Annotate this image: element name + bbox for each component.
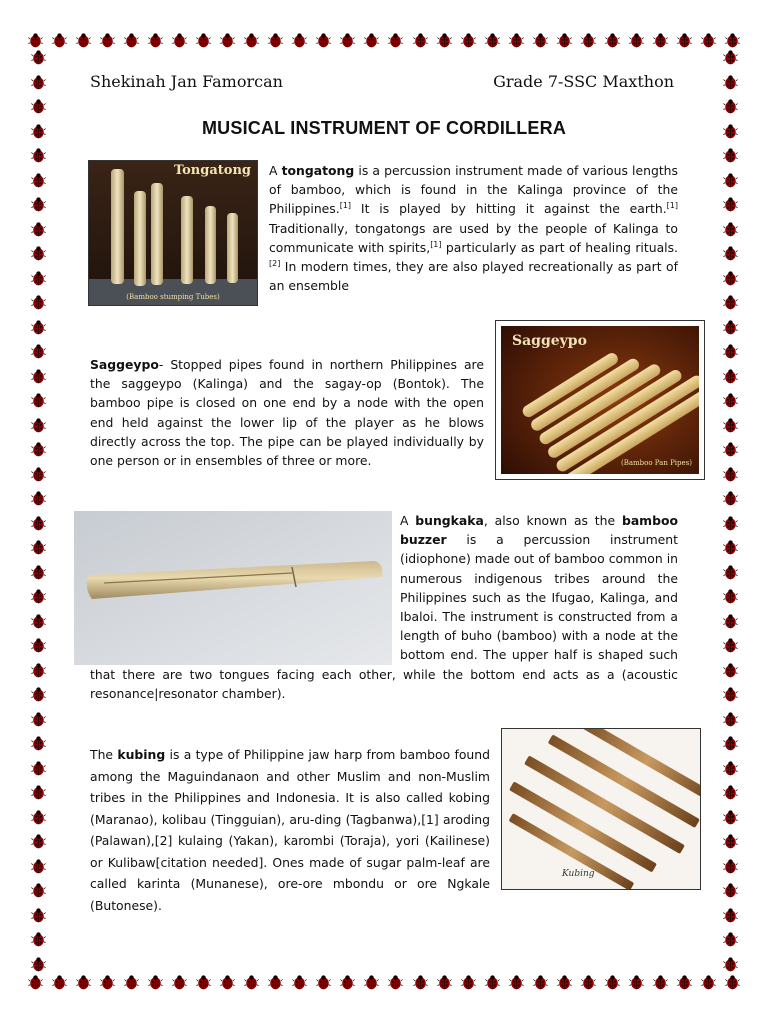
ladybug-icon [413, 975, 428, 990]
ladybug-icon [723, 148, 738, 163]
ladybug-icon [725, 975, 740, 990]
ladybug-icon [31, 957, 46, 972]
ladybug-icon [31, 295, 46, 310]
ladybug-icon [31, 932, 46, 947]
ladybug-icon [723, 271, 738, 286]
ladybug-icon [268, 975, 283, 990]
ladybug-icon [723, 785, 738, 800]
ladybug-icon [31, 467, 46, 482]
ladybug-icon [723, 589, 738, 604]
ladybug-icon [364, 33, 379, 48]
kubing-image [501, 728, 701, 890]
ladybug-icon [533, 975, 548, 990]
ladybug-icon [723, 810, 738, 825]
ladybug-icon [653, 33, 668, 48]
ladybug-icon [31, 173, 46, 188]
ladybug-icon [725, 33, 740, 48]
ladybug-icon [723, 834, 738, 849]
ladybug-icon [31, 344, 46, 359]
ladybug-icon [437, 975, 452, 990]
ladybug-icon [124, 975, 139, 990]
kubing-image-caption: Kubing [562, 869, 595, 879]
saggeypo-image-caption: (Bamboo Pan Pipes) [620, 459, 692, 467]
ladybug-icon [31, 589, 46, 604]
ladybug-icon [31, 320, 46, 335]
citation[interactable]: [1] [666, 201, 678, 211]
ladybug-icon [31, 197, 46, 212]
ladybug-icon [28, 975, 43, 990]
ladybug-icon [461, 975, 476, 990]
ladybug-icon [723, 712, 738, 727]
tongatong-term: tongatong [281, 163, 355, 178]
ladybug-icon [31, 859, 46, 874]
ladybug-icon [76, 975, 91, 990]
ladybug-icon [268, 33, 283, 48]
kubing-paragraph: The kubing is a type of Philippine jaw harp from bamboo found among the Maguindanaon and other Muslim and non-Muslim tribes in the Philippines and Indonesia. It is also called kobing (Maranao), kolibau (Tingguian), aru-ding (Tagbanwa),[1] aroding (Palawan),[2] kulaing (Yakan), karombi (Toraja), yori (Kailinese) or Kulibaw[citation needed]. Ones made of sugar palm-leaf are called karinta (Munanese), ore-ore mbondu or ore Ngkale (Butonese). [90, 747, 491, 913]
ladybug-icon [31, 442, 46, 457]
ladybug-icon [557, 975, 572, 990]
ladybug-icon [31, 736, 46, 751]
ladybug-icon [723, 614, 738, 629]
citation[interactable]: [2] [269, 258, 281, 268]
ladybug-icon [723, 516, 738, 531]
ladybug-icon [723, 761, 738, 776]
ladybug-icon [31, 271, 46, 286]
ladybug-icon [52, 33, 67, 48]
ladybug-icon [723, 491, 738, 506]
ladybug-icon [31, 761, 46, 776]
ladybug-icon [31, 148, 46, 163]
ladybug-icon [723, 50, 738, 65]
ladybug-icon [316, 975, 331, 990]
ladybug-icon [629, 33, 644, 48]
ladybug-icon [629, 975, 644, 990]
ladybug-icon [701, 975, 716, 990]
ladybug-icon [31, 99, 46, 114]
ladybug-icon [172, 33, 187, 48]
ladybug-icon [509, 975, 524, 990]
ladybug-icon [31, 785, 46, 800]
ladybug-icon [723, 295, 738, 310]
ladybug-icon [28, 33, 43, 48]
ladybug-icon [31, 75, 46, 90]
ladybug-icon [723, 197, 738, 212]
ladybug-icon [723, 320, 738, 335]
ladybug-icon [220, 975, 235, 990]
ladybug-icon [31, 810, 46, 825]
saggeypo-paragraph: Saggeypo- Stopped pipes found in northern Philippines are the saggeypo (Kalinga) and the sagay-op (Bontok). The bamboo pipe is closed on one end by a node with the open end held against the lower lip of the player as he blows directly across the top. The pipe can be played individually by one person or in ensembles of three or more. [90, 357, 484, 469]
ladybug-icon [723, 369, 738, 384]
ladybug-icon [581, 975, 596, 990]
ladybug-icon [31, 418, 46, 433]
ladybug-icon [31, 614, 46, 629]
ladybug-icon [364, 975, 379, 990]
ladybug-icon [723, 736, 738, 751]
ladybug-icon [100, 975, 115, 990]
author-name: Shekinah Jan Famorcan [90, 72, 283, 91]
bungkaka-term: bungkaka [415, 513, 484, 528]
saggeypo-term: Saggeypo [90, 357, 159, 372]
grade-section: Grade 7-SSC Maxthon [493, 72, 674, 91]
ladybug-icon [124, 33, 139, 48]
saggeypo-image-title: Saggeypo [512, 333, 587, 349]
ladybug-icon [220, 33, 235, 48]
ladybug-icon [723, 859, 738, 874]
ladybug-icon [100, 33, 115, 48]
ladybug-icon [31, 50, 46, 65]
ladybug-icon [723, 638, 738, 653]
ladybug-icon [172, 975, 187, 990]
ladybug-icon [388, 33, 403, 48]
ladybug-icon [31, 516, 46, 531]
ladybug-icon [723, 418, 738, 433]
ladybug-icon [723, 344, 738, 359]
border-right [720, 50, 740, 972]
ladybug-icon [316, 33, 331, 48]
citation[interactable]: [1] [430, 239, 442, 249]
ladybug-icon [723, 565, 738, 580]
ladybug-icon [76, 33, 91, 48]
ladybug-icon [196, 975, 211, 990]
ladybug-icon [31, 393, 46, 408]
citation[interactable]: [1] [339, 201, 352, 211]
ladybug-icon [31, 246, 46, 261]
ladybug-icon [31, 834, 46, 849]
ladybug-icon [31, 908, 46, 923]
ladybug-icon [723, 173, 738, 188]
ladybug-icon [485, 33, 500, 48]
ladybug-icon [340, 33, 355, 48]
ladybug-icon [196, 33, 211, 48]
ladybug-icon [723, 246, 738, 261]
ladybug-icon [723, 393, 738, 408]
ladybug-icon [605, 33, 620, 48]
ladybug-icon [31, 883, 46, 898]
ladybug-icon [461, 33, 476, 48]
ladybug-icon [31, 491, 46, 506]
ladybug-icon [677, 33, 692, 48]
ladybug-icon [31, 712, 46, 727]
ladybug-icon [437, 33, 452, 48]
ladybug-icon [31, 222, 46, 237]
ladybug-icon [723, 540, 738, 555]
ladybug-icon [31, 638, 46, 653]
ladybug-icon [31, 565, 46, 580]
ladybug-icon [653, 975, 668, 990]
border-top [28, 30, 740, 50]
ladybug-icon [31, 663, 46, 678]
ladybug-icon [31, 369, 46, 384]
ladybug-icon [244, 975, 259, 990]
ladybug-icon [701, 33, 716, 48]
border-bottom [28, 972, 740, 992]
ladybug-icon [723, 442, 738, 457]
ladybug-icon [723, 75, 738, 90]
tongatong-paragraph: A tongatong is a percussion instrument made of various lengths of bamboo, which is found in the Kalinga province of the Philippines.[1] It is played by hitting it against the earth.[1] Traditionally, tongatongs are used by the people of Kalinga to communicate with spirits,[1] particularly as part of healing rituals.[2] In modern times, they are also played recreationally as part of an ensemble [269, 163, 678, 294]
ladybug-icon [31, 540, 46, 555]
ladybug-icon [557, 33, 572, 48]
ladybug-icon [581, 33, 596, 48]
ladybug-icon [723, 467, 738, 482]
ladybug-icon [723, 883, 738, 898]
ladybug-icon [723, 687, 738, 702]
page-title: MUSICAL INSTRUMENT OF CORDILLERA [201, 118, 567, 138]
ladybug-icon [244, 33, 259, 48]
tongatong-image-title: Tongatong [173, 163, 251, 178]
ladybug-icon [723, 932, 738, 947]
ladybug-icon [148, 33, 163, 48]
ladybug-icon [292, 33, 307, 48]
border-left [28, 50, 48, 972]
ladybug-icon [723, 957, 738, 972]
tongatong-image [88, 160, 258, 306]
ladybug-icon [723, 99, 738, 114]
ladybug-icon [677, 975, 692, 990]
ladybug-icon [413, 33, 428, 48]
kubing-term: kubing [117, 747, 166, 762]
ladybug-icon [533, 33, 548, 48]
ladybug-icon [605, 975, 620, 990]
ladybug-icon [723, 222, 738, 237]
ladybug-icon [509, 33, 524, 48]
bamboo-buzzer-term: bamboo buzzer [400, 513, 678, 548]
ladybug-icon [723, 663, 738, 678]
ladybug-icon [340, 975, 355, 990]
saggeypo-image [495, 320, 705, 480]
ladybug-icon [148, 975, 163, 990]
ladybug-icon [292, 975, 307, 990]
tongatong-image-caption: (Bamboo stumping Tubes) [126, 293, 220, 301]
ladybug-icon [388, 975, 403, 990]
ladybug-icon [723, 908, 738, 923]
ladybug-icon [52, 975, 67, 990]
ladybug-icon [31, 687, 46, 702]
ladybug-icon [485, 975, 500, 990]
bungkaka-paragraph: A bungkaka, also known as the bamboo buzzer is a percussion instrument (idiophone) made out of bamboo common in numerous indigenous tribes around the Philippines such as the Ifugao, Kalinga, and Ibaloi. The instrument is constructed from a length of buho (bamboo) with a node at the bottom end. The upper half is shaped such that there are two tongues facing each other, while the bottom end acts as a (acoustic resonance|resonator chamber). [90, 513, 678, 701]
